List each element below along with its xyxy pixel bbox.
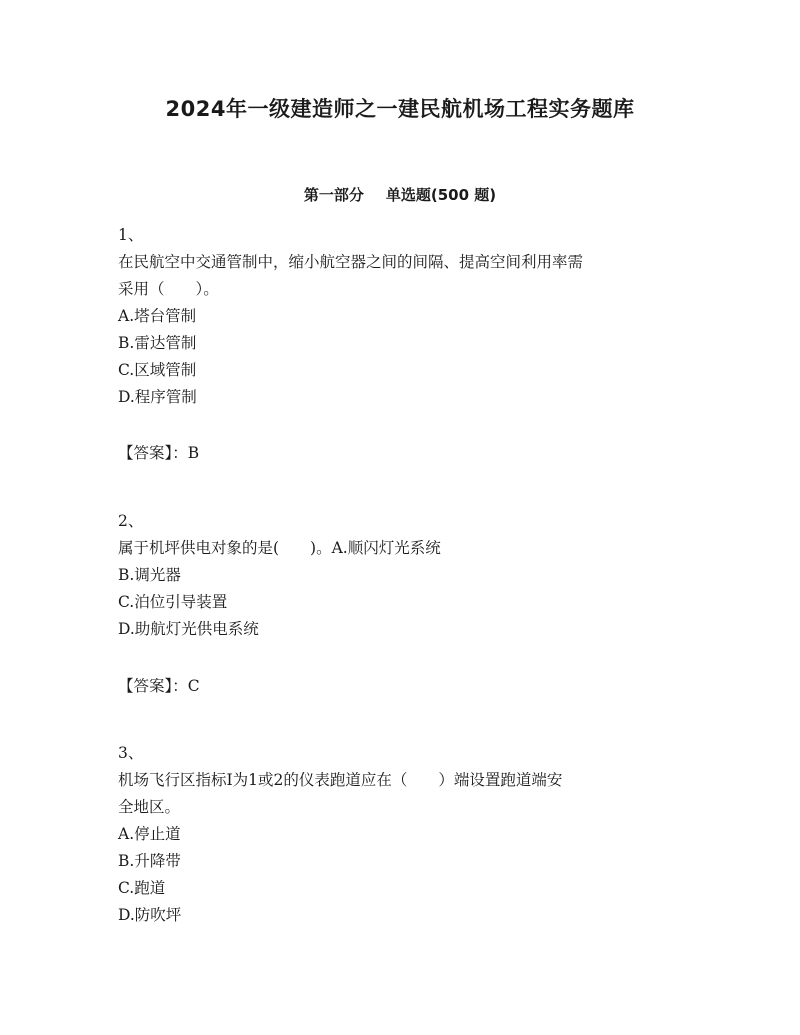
- option-b: B.调光器: [118, 566, 181, 584]
- question-3: [118, 740, 678, 929]
- answer-value: B: [187, 444, 200, 462]
- section-name: 单选题(500 题): [385, 186, 497, 204]
- question-number: 1、: [118, 226, 144, 244]
- answer-1: [118, 440, 678, 467]
- question-stem-line: 机场飞行区指标Ⅰ为1或2的仪表跑道应在（ ）端设置跑道端安: [118, 771, 563, 789]
- option-b: B.升降带: [118, 852, 181, 870]
- question-stem-line: 采用（ ）。: [118, 280, 219, 298]
- question-2: [118, 508, 678, 643]
- option-d: D.助航灯光供电系统: [118, 620, 259, 638]
- question-1: [118, 222, 678, 411]
- question-number: 2、: [118, 512, 144, 530]
- document-title: 2024年一级建造师之一建民航机场工程实务题库: [165, 97, 635, 121]
- question-stem-line: 在民航空中交通管制中，缩小航空器之间的间隔、提高空间利用率需: [118, 253, 584, 271]
- option-b: B.雷达管制: [118, 334, 197, 352]
- answer-label: 【答案】：: [118, 677, 188, 695]
- option-d: D.程序管制: [118, 388, 197, 406]
- answer-2: [118, 673, 678, 700]
- option-a: A.停止道: [118, 825, 181, 843]
- answer-value: C: [187, 677, 200, 695]
- option-d: D.防吹坪: [118, 906, 182, 924]
- section-heading: [0, 183, 800, 207]
- section-part: 第一部分: [303, 186, 364, 204]
- answer-label: 【答案】：: [118, 444, 188, 462]
- question-stem-line: 属于机坪供电对象的是( )。A.顺闪灯光系统: [118, 539, 441, 557]
- question-stem-line: 全地区。: [118, 798, 181, 816]
- option-a: A.塔台管制: [118, 307, 197, 325]
- question-number: 3、: [118, 744, 144, 762]
- option-c: C.区域管制: [118, 361, 197, 379]
- option-c: C.泊位引导装置: [118, 593, 228, 611]
- option-c: C.跑道: [118, 879, 166, 897]
